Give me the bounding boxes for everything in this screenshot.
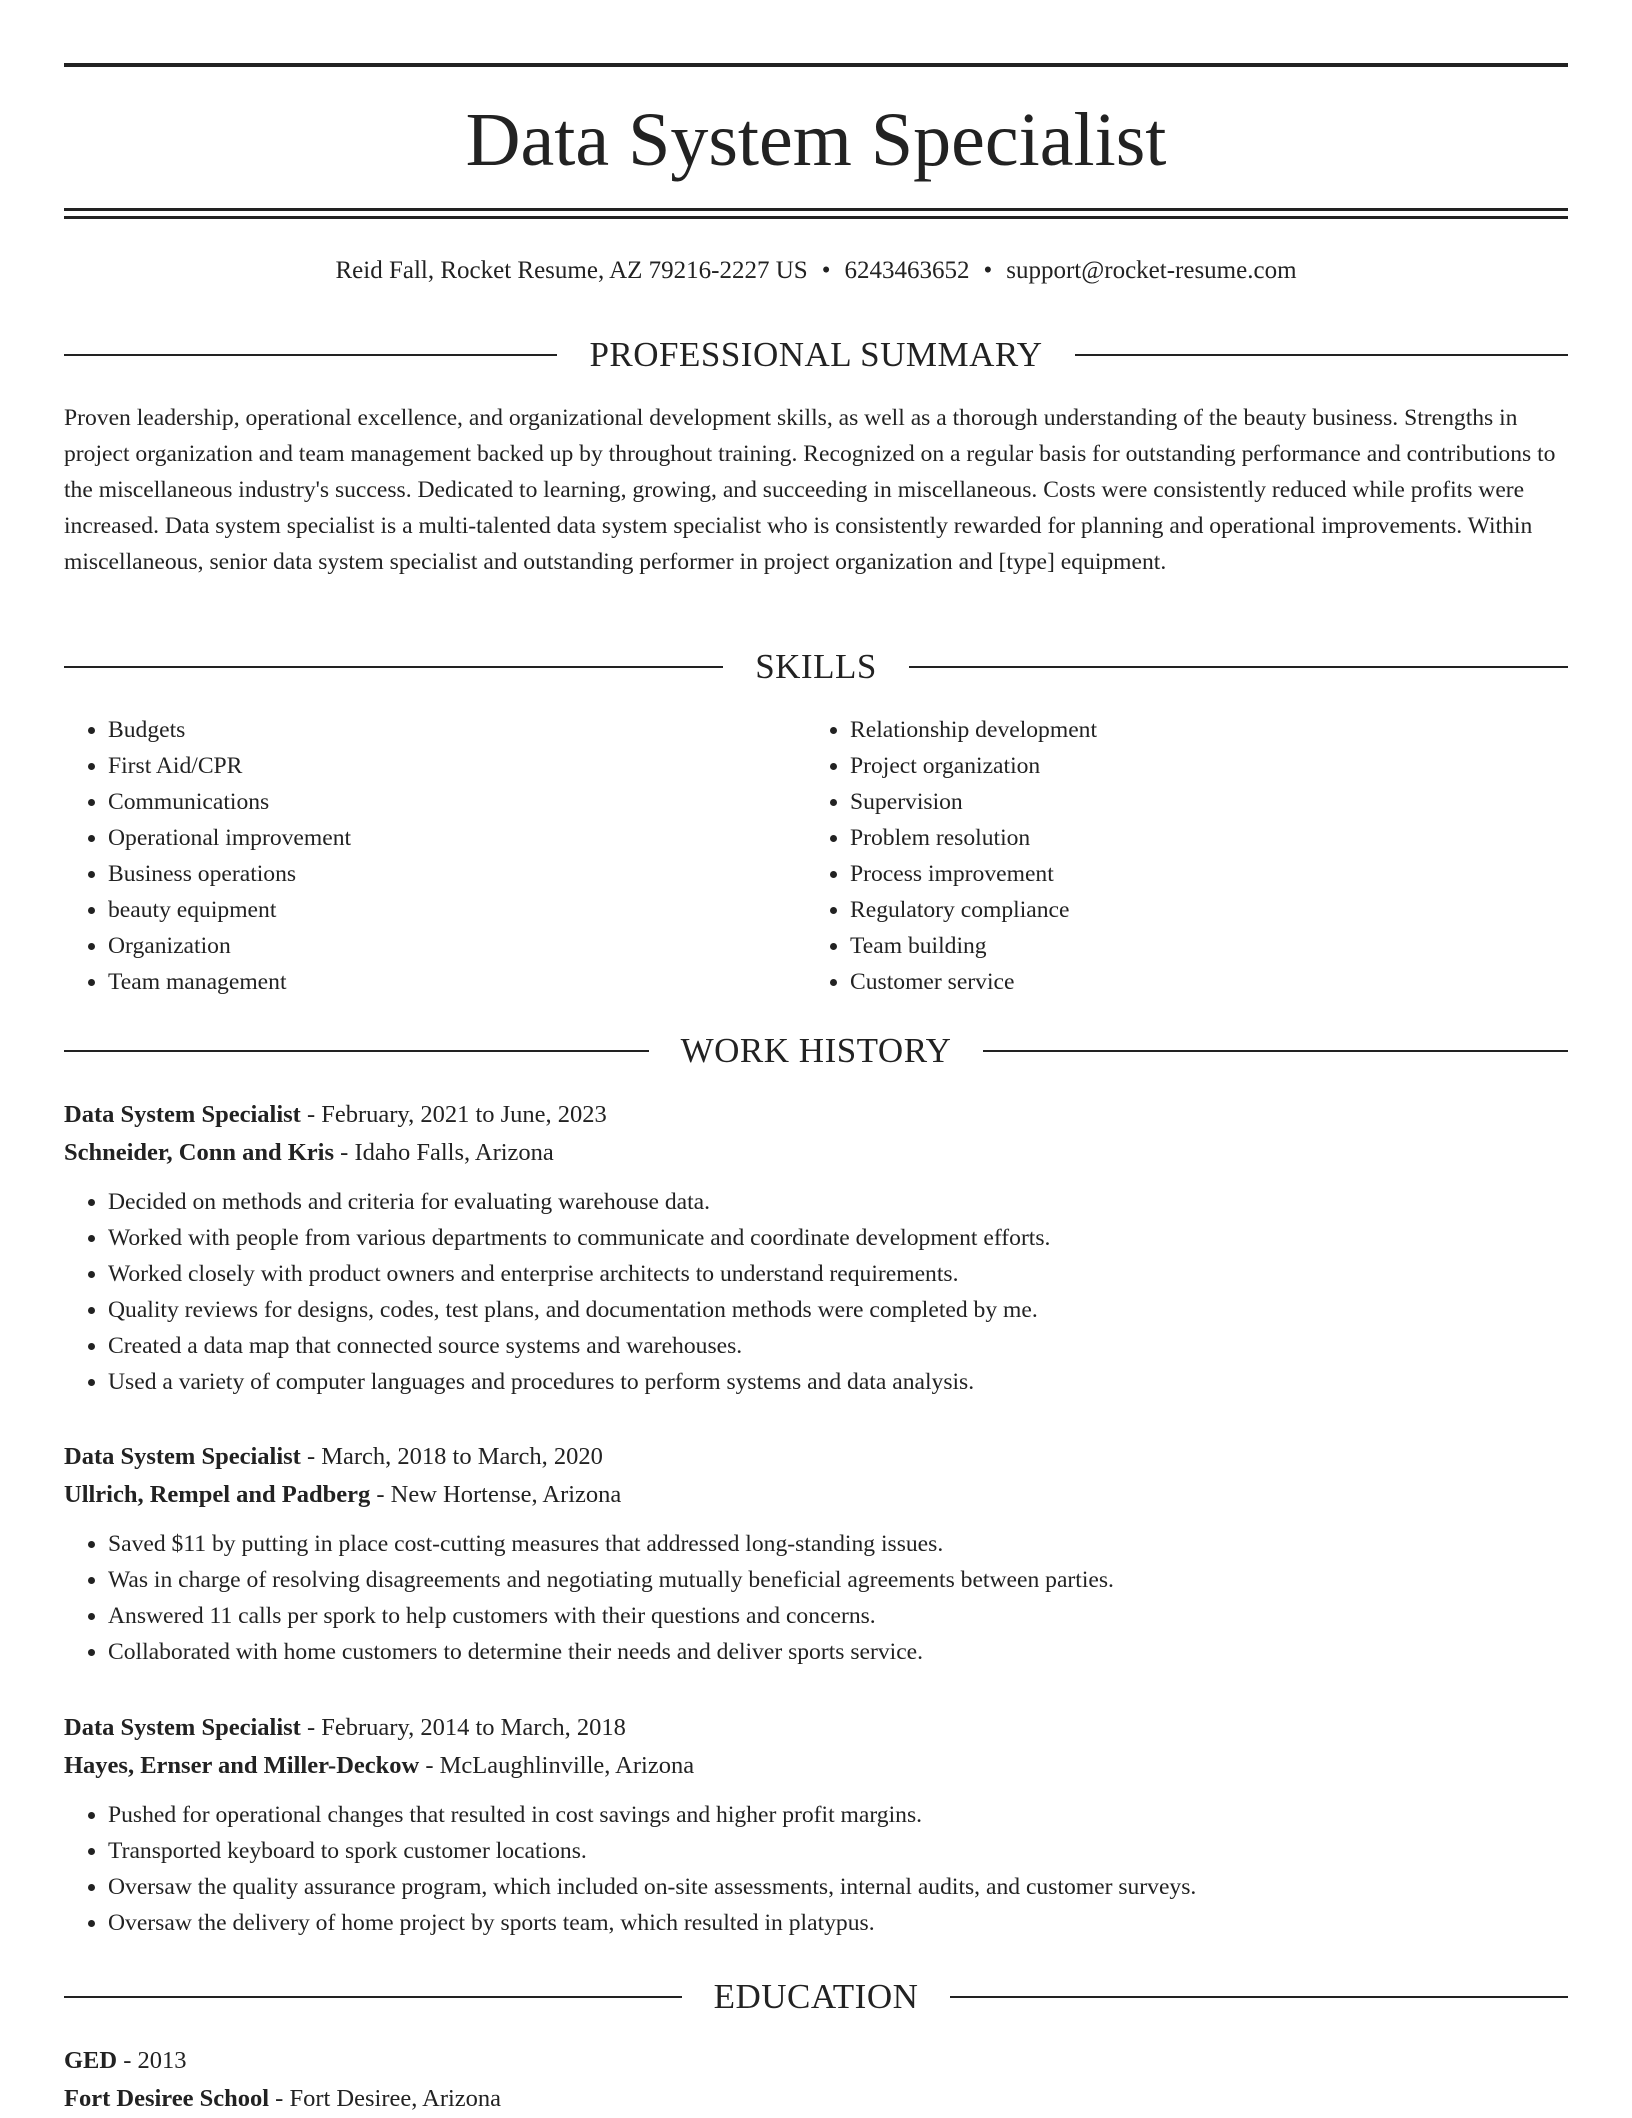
job-entry [64,1709,1568,1941]
heading-divider [64,666,723,668]
skill-item: • Communications [108,784,806,820]
job-bullet: • Pushed for operational changes that resulted in cost savings and higher profit margins. [108,1797,1568,1833]
skills-list [64,712,1568,1000]
heading-divider [64,1996,682,1998]
heading-divider [950,1996,1568,1998]
job-location: - Idaho Falls, Arizona [340,1139,554,1166]
job-dates: - February, 2021 to June, 2023 [306,1101,607,1128]
job-company: Hayes, Ernser and Miller-Deckow [64,1752,420,1779]
contact-address: Reid Fall, Rocket Resume, AZ 79216-2227 US [335,257,808,284]
job-bullets [64,1797,1568,1941]
header-rule-lower [64,216,1568,219]
education-heading-label: EDUCATION [713,1977,919,2016]
job-bullets [64,1526,1568,1670]
contact-separator: • [983,257,993,284]
education-location: - Fort Desiree, Arizona [275,2085,502,2112]
contact-email: support@rocket-resume.com [1006,257,1297,284]
skills-heading [64,642,1568,692]
education-year: - 2013 [123,2047,187,2074]
skill-item: • Team management [108,964,806,1000]
job-bullets [64,1184,1568,1400]
contact-separator: • [821,257,831,284]
header-rule-upper [64,208,1568,211]
job-bullet: • Used a variety of computer languages and procedures to perform systems and data analysis. [108,1364,1568,1400]
job-bullet: • Answered 11 calls per spork to help customers with their questions and concerns. [108,1598,1568,1634]
job-dates: - February, 2014 to March, 2018 [306,1714,626,1741]
contact-line [64,253,1568,289]
job-bullet: • Transported keyboard to spork customer locations. [108,1833,1568,1869]
job-bullet: • Oversaw the delivery of home project by sports team, which resulted in platypus. [108,1905,1568,1941]
skills-heading-label: SKILLS [755,647,877,686]
job-bullet: • Decided on methods and criteria for evaluating warehouse data. [108,1184,1568,1220]
job-bullet: • Collaborated with home customers to determine their needs and deliver sports service. [108,1634,1568,1670]
job-bullet: • Oversaw the quality assurance program, which included on-site assessments, internal audits, and customer surveys. [108,1869,1568,1905]
education-school: Fort Desiree School [64,2085,270,2112]
skill-item: • Relationship development [850,712,1548,748]
skill-item: • Business operations [108,856,806,892]
heading-divider [64,354,557,356]
skills-column-right [806,712,1548,1000]
education-entry [64,2042,1568,2118]
summary-text: Proven leadership, operational excellence, and organizational development skills, as well as a thorough understanding of the beauty business. Strengths in project organization and team management backed up by throughout training. Recognized on a regular basis for outstanding performance and contributions to the miscellaneous industry's success. Dedicated to learning, growing, and succeeding in miscellaneous. Costs were consistently reduced while profits were increased. Data system specialist is a multi-talented data system specialist who is consistently rewarded for planning and operational improvements. Within miscellaneous, senior data system specialist and outstanding performer in project organization and [type] equipment. [64,405,1556,575]
page-title: Data System Specialist [465,98,1167,182]
contact-phone: 6243463652 [844,257,970,284]
job-company: Ullrich, Rempel and Padberg [64,1481,371,1508]
job-title: Data System Specialist [64,1101,301,1128]
skill-item: • beauty equipment [108,892,806,928]
skill-item: • Project organization [850,748,1548,784]
education-degree: GED [64,2047,118,2074]
skill-item: • Supervision [850,784,1548,820]
job-title: Data System Specialist [64,1714,301,1741]
job-bullet: • Worked with people from various departments to communicate and coordinate development efforts. [108,1220,1568,1256]
job-entry [64,1438,1568,1670]
job-bullet: • Saved $11 by putting in place cost-cutting measures that addressed long-standing issues. [108,1526,1568,1562]
skill-item: • Budgets [108,712,806,748]
job-bullet: • Was in charge of resolving disagreements and negotiating mutually beneficial agreements between parties. [108,1562,1568,1598]
heading-divider [983,1050,1568,1052]
summary-heading [64,330,1568,380]
skill-item: • Customer service [850,964,1548,1000]
job-title: Data System Specialist [64,1443,301,1470]
job-location: - McLaughlinville, Arizona [425,1752,695,1779]
skill-item: • Process improvement [850,856,1548,892]
work-heading-label: WORK HISTORY [680,1031,952,1070]
job-bullet: • Worked closely with product owners and enterprise architects to understand requirements. [108,1256,1568,1292]
heading-divider [909,666,1568,668]
job-dates: - March, 2018 to March, 2020 [306,1443,603,1470]
job-bullet: • Quality reviews for designs, codes, test plans, and documentation methods were completed by me. [108,1292,1568,1328]
job-entry [64,1096,1568,1400]
skill-item: • Problem resolution [850,820,1548,856]
skill-item: • Team building [850,928,1548,964]
job-location: - New Hortense, Arizona [376,1481,622,1508]
summary-heading-label: PROFESSIONAL SUMMARY [589,335,1043,374]
skill-item: • Regulatory compliance [850,892,1548,928]
work-heading [64,1026,1568,1076]
job-company: Schneider, Conn and Kris [64,1139,335,1166]
header-top-rule [64,63,1568,67]
skill-item: • Operational improvement [108,820,806,856]
job-bullet: • Created a data map that connected source systems and warehouses. [108,1328,1568,1364]
heading-divider [64,1050,649,1052]
skill-item: • Organization [108,928,806,964]
skills-column-left [64,712,806,1000]
education-heading [64,1972,1568,2022]
skill-item: • First Aid/CPR [108,748,806,784]
heading-divider [1075,354,1568,356]
